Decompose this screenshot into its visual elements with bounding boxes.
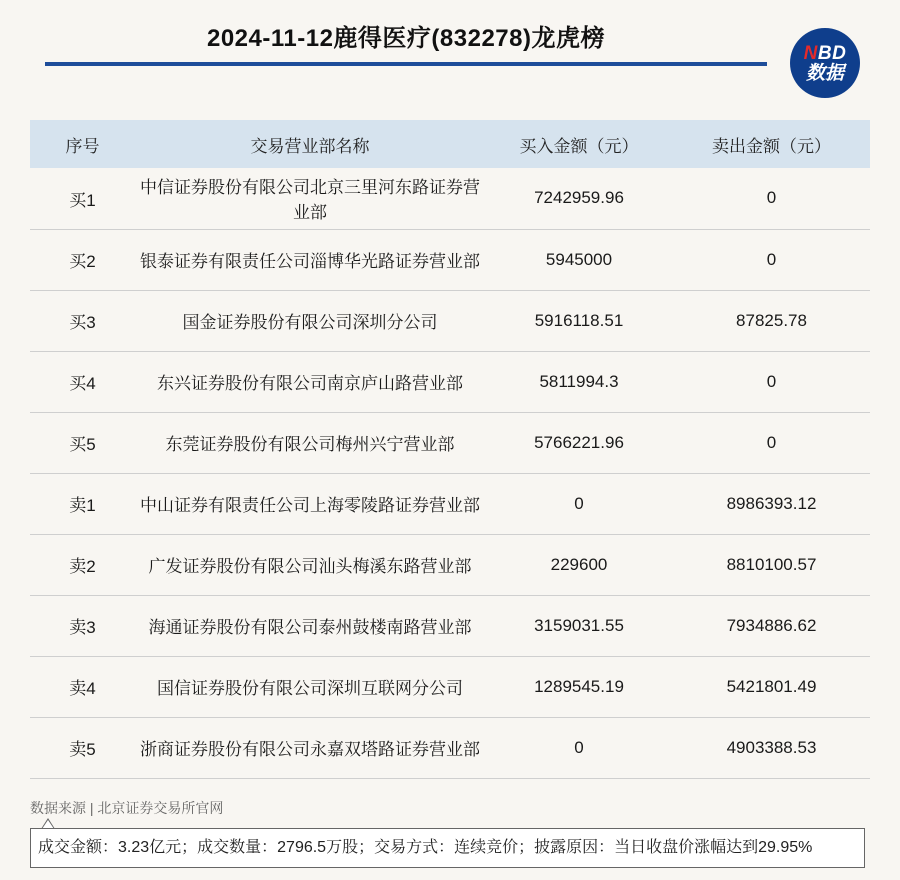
row-seq: 买2 bbox=[69, 252, 96, 271]
logo-line1 bbox=[804, 44, 847, 63]
column-header-buy: 买入金额（元） bbox=[519, 136, 639, 156]
data-source: 数据来源 | 北京证券交易所官网 bbox=[30, 800, 224, 816]
row-seq: 卖2 bbox=[69, 557, 96, 576]
table-row bbox=[30, 412, 870, 473]
row-seq: 买3 bbox=[69, 313, 96, 332]
table-row bbox=[30, 290, 870, 351]
row-branch-name: 国信证券股份有限公司深圳互联网分公司 bbox=[157, 679, 463, 698]
row-branch-name: 海通证券股份有限公司泰州鼓楼南路营业部 bbox=[148, 618, 472, 637]
table-row bbox=[30, 717, 870, 778]
column-header-sell: 卖出金额（元） bbox=[712, 136, 831, 156]
nbd-logo bbox=[790, 28, 860, 98]
row-sell-amount: 8986393.12 bbox=[726, 493, 817, 513]
logo-letter-n: N bbox=[803, 42, 818, 64]
table-header-row bbox=[30, 120, 870, 168]
row-branch-name: 广发证券股份有限公司汕头梅溪东路营业部 bbox=[148, 557, 472, 576]
row-buy-amount: 0 bbox=[574, 737, 584, 757]
column-header-name: 交易营业部名称 bbox=[250, 136, 370, 156]
trade-summary-note: 成交金额：3.23亿元；成交数量：2796.5万股；交易方式：连续竞价；披露原因：当日收盘价涨幅达到29.95% bbox=[30, 828, 865, 868]
row-sell-amount: 87825.78 bbox=[736, 310, 807, 330]
row-buy-amount: 7242959.96 bbox=[534, 188, 624, 208]
row-buy-amount: 3159031.55 bbox=[534, 615, 624, 635]
row-seq: 买1 bbox=[69, 190, 96, 210]
row-buy-amount: 5916118.51 bbox=[534, 310, 624, 330]
row-buy-amount: 5811994.3 bbox=[539, 371, 619, 391]
table-row bbox=[30, 229, 870, 290]
row-branch-name: 浙商证券股份有限公司永嘉双塔路证券营业部 bbox=[140, 740, 480, 759]
table-row bbox=[30, 595, 870, 656]
row-seq: 买5 bbox=[69, 435, 96, 454]
column-header-seq: 序号 bbox=[65, 136, 100, 156]
row-sell-amount: 0 bbox=[766, 249, 777, 269]
row-branch-name: 国金证券股份有限公司深圳分公司 bbox=[182, 313, 438, 332]
row-sell-amount: 0 bbox=[766, 371, 777, 391]
row-branch-name: 银泰证券有限责任公司淄博华光路证券营业部 bbox=[140, 252, 480, 271]
row-branch-name: 中山证券有限责任公司上海零陵路证券营业部 bbox=[140, 496, 480, 515]
row-seq: 卖5 bbox=[69, 740, 96, 759]
row-seq: 卖3 bbox=[69, 618, 96, 637]
row-sell-amount: 8810100.57 bbox=[726, 554, 817, 574]
row-seq: 卖4 bbox=[69, 679, 96, 698]
row-seq: 卖1 bbox=[69, 496, 96, 515]
page-title: 2024-11-12鹿得医疗(832278)龙虎榜 bbox=[206, 25, 605, 52]
row-sell-amount: 4903388.53 bbox=[726, 737, 817, 757]
table-row bbox=[30, 168, 870, 229]
row-sell-amount: 0 bbox=[766, 188, 777, 208]
row-sell-amount: 0 bbox=[766, 432, 777, 452]
logo-line2: 数据 bbox=[805, 62, 844, 84]
row-sell-amount: 5421801.49 bbox=[726, 676, 817, 696]
table-row bbox=[30, 656, 870, 717]
row-buy-amount: 229600 bbox=[550, 554, 608, 574]
table-row bbox=[30, 473, 870, 534]
row-branch-name: 东莞证券股份有限公司梅州兴宁营业部 bbox=[165, 435, 455, 454]
row-buy-amount: 1289545.19 bbox=[534, 676, 624, 696]
row-seq: 买4 bbox=[69, 374, 96, 393]
logo-letters-bd: BD bbox=[817, 42, 847, 64]
table-row bbox=[30, 534, 870, 595]
row-branch-name: 中信证券股份有限公司北京三里河东路证券营业部 bbox=[140, 178, 480, 223]
row-buy-amount: 0 bbox=[574, 493, 584, 513]
row-branch-name: 东兴证券股份有限公司南京庐山路营业部 bbox=[157, 374, 463, 393]
dragon-tiger-table bbox=[30, 120, 870, 779]
row-buy-amount: 5945000 bbox=[545, 249, 613, 269]
row-sell-amount: 7934886.62 bbox=[726, 615, 817, 635]
row-buy-amount: 5766221.96 bbox=[534, 432, 624, 452]
table-row bbox=[30, 351, 870, 412]
title-underline bbox=[45, 62, 767, 66]
